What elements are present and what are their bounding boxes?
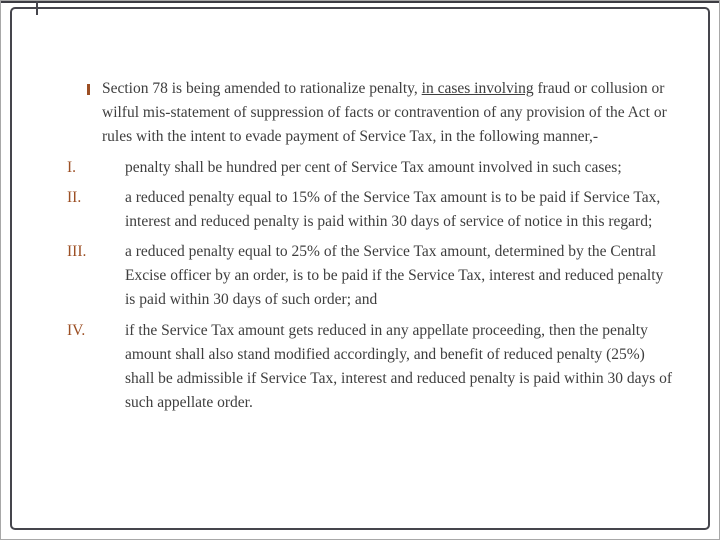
list-item-3-text: a reduced penalty equal to 25% of the Service Tax amount, determined by the Central Excise officer by an order, is to be paid if the Service Tax, interest and reduced penalty is paid within 30 days of such order; and — [125, 243, 664, 309]
list-item-1 — [65, 156, 677, 180]
list-item-1-numeral: I. — [67, 158, 77, 176]
list-item-2-numeral: II. — [67, 188, 82, 206]
list-item-2 — [65, 186, 677, 234]
intro-text-before: Section 78 is being amended to rationalize penalty, — [102, 80, 422, 97]
list-item-4 — [65, 319, 677, 416]
list-item-4-numeral: IV. — [67, 321, 86, 339]
slide-top-border — [1, 1, 719, 3]
list-item-3 — [65, 240, 677, 313]
intro-paragraph — [87, 77, 677, 150]
list-item-4-text: if the Service Tax amount gets reduced in any appellate proceeding, then the penalty amount shall also stand modified accordingly, and benefit of reduced penalty (25%) shall be admissible if Service Tax, interest and reduced penalty is paid within 30 days of such appellate order. — [125, 321, 673, 412]
intro-text-after: fraud or collusion or wilful mis-statement of suppression of facts or contravention of any provision of the Act or rules with the intent to evade payment of Service Tax, in the following manner,- — [102, 80, 667, 146]
bullet-icon — [87, 77, 102, 150]
slide-body — [65, 77, 677, 421]
list-item-1-text: penalty shall be hundred per cent of Service Tax amount involved in such cases; — [125, 158, 622, 176]
intro-underlined-phrase: in cases involving — [421, 80, 534, 97]
list-item-2-text: a reduced penalty equal to 15% of the Service Tax amount is to be paid if Service Tax, interest and reduced penalty is paid within 30 days of service of notice in this regard; — [125, 188, 661, 230]
intro-text — [102, 77, 677, 150]
corner-tick-decoration — [36, 1, 38, 15]
list-item-3-numeral: III. — [67, 243, 87, 261]
